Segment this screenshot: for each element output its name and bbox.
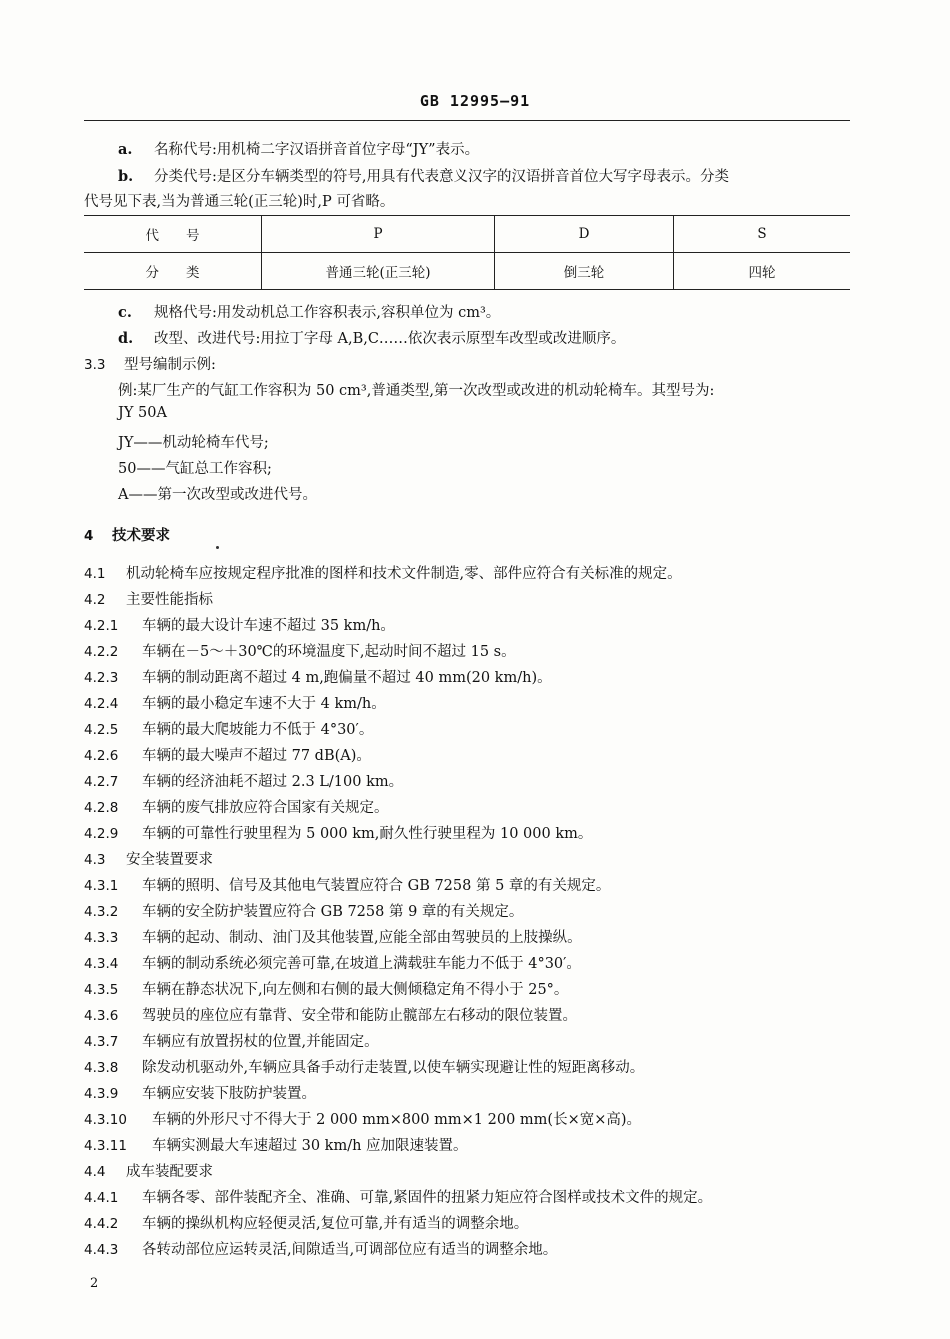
clause-number: 4.3 xyxy=(84,852,106,868)
clause-4-3-10 xyxy=(84,1108,641,1129)
clause-text: 车辆的制动距离不超过 4 m,跑偏量不超过 40 mm(20 km/h)。 xyxy=(142,670,552,686)
clause-4-2-9 xyxy=(84,822,592,843)
clause-number: 4.3.9 xyxy=(84,1086,119,1102)
section-number: 4 xyxy=(84,528,94,544)
item-a-text: 名称代号:用机椅二字汉语拼音首位字母“JY”表示。 xyxy=(154,142,480,158)
item-b-label: b. xyxy=(118,168,134,185)
clause-number: 4.4 xyxy=(84,1164,106,1180)
section-4-heading xyxy=(84,524,170,545)
clause-text: 除发动机驱动外,车辆应具备手动行走装置,以使车辆实现避让性的短距离移动。 xyxy=(142,1060,645,1076)
clause-text: 各转动部位应运转灵活,间隙适当,可调部位应有适当的调整余地。 xyxy=(142,1242,558,1258)
clause-text: 车辆的废气排放应符合国家有关规定。 xyxy=(142,800,389,816)
clause-number: 4.3.5 xyxy=(84,982,119,998)
clause-text: 车辆应安装下肢防护装置。 xyxy=(142,1086,316,1102)
page-header-code: GB 12995—91 xyxy=(419,92,531,110)
clause-text: 机动轮椅车应按规定程序批准的图样和技术文件制造,零、部件应符合有关标准的规定。 xyxy=(126,566,682,582)
clause-4-2-7 xyxy=(84,770,403,791)
header-rule xyxy=(84,120,850,121)
clause-text: 车辆的最小稳定车速不大于 4 km/h。 xyxy=(142,696,386,712)
clause-4-3-8 xyxy=(84,1056,644,1077)
table-cell: D xyxy=(495,216,674,253)
clause-number: 4.2 xyxy=(84,592,106,608)
item-d xyxy=(118,327,625,348)
table-cell: P xyxy=(262,216,495,253)
item-c-text: 规格代号:用发动机总工作容积表示,容积单位为 cm³。 xyxy=(154,305,501,321)
clause-4-2-4 xyxy=(84,692,386,713)
item-d-text: 改型、改进代号:用拉丁字母 A,B,C……依次表示原型车改型或改进顺序。 xyxy=(154,331,626,347)
table-cell: 倒三轮 xyxy=(495,253,674,290)
clause-text: 车辆的起动、制动、油门及其他装置,应能全部由驾驶员的上肢操纵。 xyxy=(142,930,582,946)
clause-number: 4.3.8 xyxy=(84,1060,119,1076)
item-a-label: a. xyxy=(118,141,133,158)
clause-text: 车辆在－5～＋30℃的环境温度下,起动时间不超过 15 s。 xyxy=(142,644,516,660)
clause-number: 4.2.2 xyxy=(84,644,119,660)
clause-number: 4.3.7 xyxy=(84,1034,119,1050)
table-row-categories xyxy=(84,253,850,290)
clause-number: 4.3.1 xyxy=(84,878,119,894)
clause-4-3-1 xyxy=(84,874,610,895)
clause-text: 车辆的照明、信号及其他电气装置应符合 GB 7258 第 5 章的有关规定。 xyxy=(142,878,611,894)
clause-number: 4.3.2 xyxy=(84,904,119,920)
clause-text: 车辆的制动系统必须完善可靠,在坡道上满载驻车能力不低于 4°30′。 xyxy=(142,956,581,972)
section-title: 型号编制示例: xyxy=(124,357,216,373)
clause-number: 4.4.2 xyxy=(84,1216,119,1232)
clause-number: 4.3.6 xyxy=(84,1008,119,1024)
example-model: JY 50A xyxy=(118,405,167,421)
clause-4-4-1 xyxy=(84,1186,712,1207)
item-b-continued: 代号见下表,当为普通三轮(正三轮)时,P 可省略。 xyxy=(84,194,395,210)
clause-number: 4.3.10 xyxy=(84,1112,127,1128)
clause-number: 4.2.9 xyxy=(84,826,119,842)
table-row-codes xyxy=(84,216,850,253)
item-a xyxy=(118,138,479,159)
section-title: 技术要求 xyxy=(112,527,170,544)
item-b xyxy=(118,165,729,186)
clause-number: 4.2.4 xyxy=(84,696,119,712)
clause-4-3-2 xyxy=(84,900,523,921)
clause-4-2-8 xyxy=(84,796,389,817)
clause-4-3-3 xyxy=(84,926,582,947)
clause-text: 车辆的最大噪声不超过 77 dB(A)。 xyxy=(142,748,371,764)
example-line: 50——气缸总工作容积; xyxy=(118,461,272,477)
clause-text: 车辆在静态状况下,向左侧和右侧的最大侧倾稳定角不得小于 25°。 xyxy=(142,982,569,998)
clause-text: 驾驶员的座位应有靠背、安全带和能防止髋部左右移动的限位装置。 xyxy=(142,1008,577,1024)
clause-text: 车辆实测最大车速超过 30 km/h 应加限速装置。 xyxy=(152,1138,468,1154)
clause-text: 主要性能指标 xyxy=(126,592,213,608)
clause-number: 4.2.5 xyxy=(84,722,119,738)
clause-number: 4.3.11 xyxy=(84,1138,127,1154)
example-line: A——第一次改型或改进代号。 xyxy=(118,487,317,503)
clause-4-2 xyxy=(84,588,213,609)
example-line: JY——机动轮椅车代号; xyxy=(118,435,269,451)
clause-number: 4.1 xyxy=(84,566,106,582)
clause-4-3-11 xyxy=(84,1134,468,1155)
example-line: 例:某厂生产的气缸工作容积为 50 cm³,普通类型,第一次改型或改进的机动轮椅车。其型号为: xyxy=(118,383,715,399)
section-3-3-heading xyxy=(84,353,216,374)
clause-number: 4.2.3 xyxy=(84,670,119,686)
clause-number: 4.2.8 xyxy=(84,800,119,816)
item-d-label: d. xyxy=(118,330,134,347)
clause-4-2-5 xyxy=(84,718,373,739)
clause-number: 4.3.4 xyxy=(84,956,119,972)
clause-number: 4.4.3 xyxy=(84,1242,119,1258)
classification-table xyxy=(84,215,850,290)
clause-4-3-5 xyxy=(84,978,568,999)
clause-4-1 xyxy=(84,562,682,583)
scan-speck xyxy=(216,546,219,549)
clause-text: 车辆各零、部件装配齐全、准确、可靠,紧固件的扭紧力矩应符合图样或技术文件的规定。 xyxy=(142,1190,713,1206)
clause-4-3 xyxy=(84,848,213,869)
clause-text: 车辆的最大设计车速不超过 35 km/h。 xyxy=(142,618,395,634)
clause-4-3-4 xyxy=(84,952,581,973)
page-number: 2 xyxy=(90,1276,99,1291)
clause-text: 车辆的外形尺寸不得大于 2 000 mm×800 mm×1 200 mm(长×宽×高)。 xyxy=(152,1112,642,1128)
table-cell: S xyxy=(674,216,851,253)
clause-4-3-9 xyxy=(84,1082,316,1103)
item-c xyxy=(118,301,500,322)
clause-number: 4.2.6 xyxy=(84,748,119,764)
clause-number: 4.2.7 xyxy=(84,774,119,790)
clause-4-2-2 xyxy=(84,640,516,661)
clause-text: 车辆的最大爬坡能力不低于 4°30′。 xyxy=(142,722,374,738)
item-b-text: 分类代号:是区分车辆类型的符号,用具有代表意义汉字的汉语拼音首位大写字母表示。分类 xyxy=(154,169,729,185)
item-c-label: c. xyxy=(118,304,132,321)
table-header-category: 分 类 xyxy=(84,253,262,290)
clause-4-2-6 xyxy=(84,744,371,765)
clause-text: 车辆的安全防护装置应符合 GB 7258 第 9 章的有关规定。 xyxy=(142,904,524,920)
clause-4-3-6 xyxy=(84,1004,577,1025)
clause-text: 车辆的可靠性行驶里程为 5 000 km,耐久性行驶里程为 10 000 km。 xyxy=(142,826,593,842)
clause-number: 4.2.1 xyxy=(84,618,119,634)
clause-4-3-7 xyxy=(84,1030,379,1051)
table-cell: 四轮 xyxy=(674,253,851,290)
clause-number: 4.4.1 xyxy=(84,1190,119,1206)
clause-4-2-1 xyxy=(84,614,395,635)
table-cell: 普通三轮(正三轮) xyxy=(262,253,495,290)
clause-text: 车辆的经济油耗不超过 2.3 L/100 km。 xyxy=(142,774,404,790)
table-header-code: 代 号 xyxy=(84,216,262,253)
clause-text: 车辆应有放置拐杖的位置,并能固定。 xyxy=(142,1034,379,1050)
clause-text: 安全装置要求 xyxy=(126,852,213,868)
clause-text: 成车装配要求 xyxy=(126,1164,213,1180)
clause-text: 车辆的操纵机构应轻便灵活,复位可靠,并有适当的调整余地。 xyxy=(142,1216,529,1232)
clause-4-4 xyxy=(84,1160,213,1181)
clause-4-4-3 xyxy=(84,1238,557,1259)
section-number: 3.3 xyxy=(84,357,106,373)
clause-number: 4.3.3 xyxy=(84,930,119,946)
clause-4-4-2 xyxy=(84,1212,528,1233)
clause-4-2-3 xyxy=(84,666,552,687)
